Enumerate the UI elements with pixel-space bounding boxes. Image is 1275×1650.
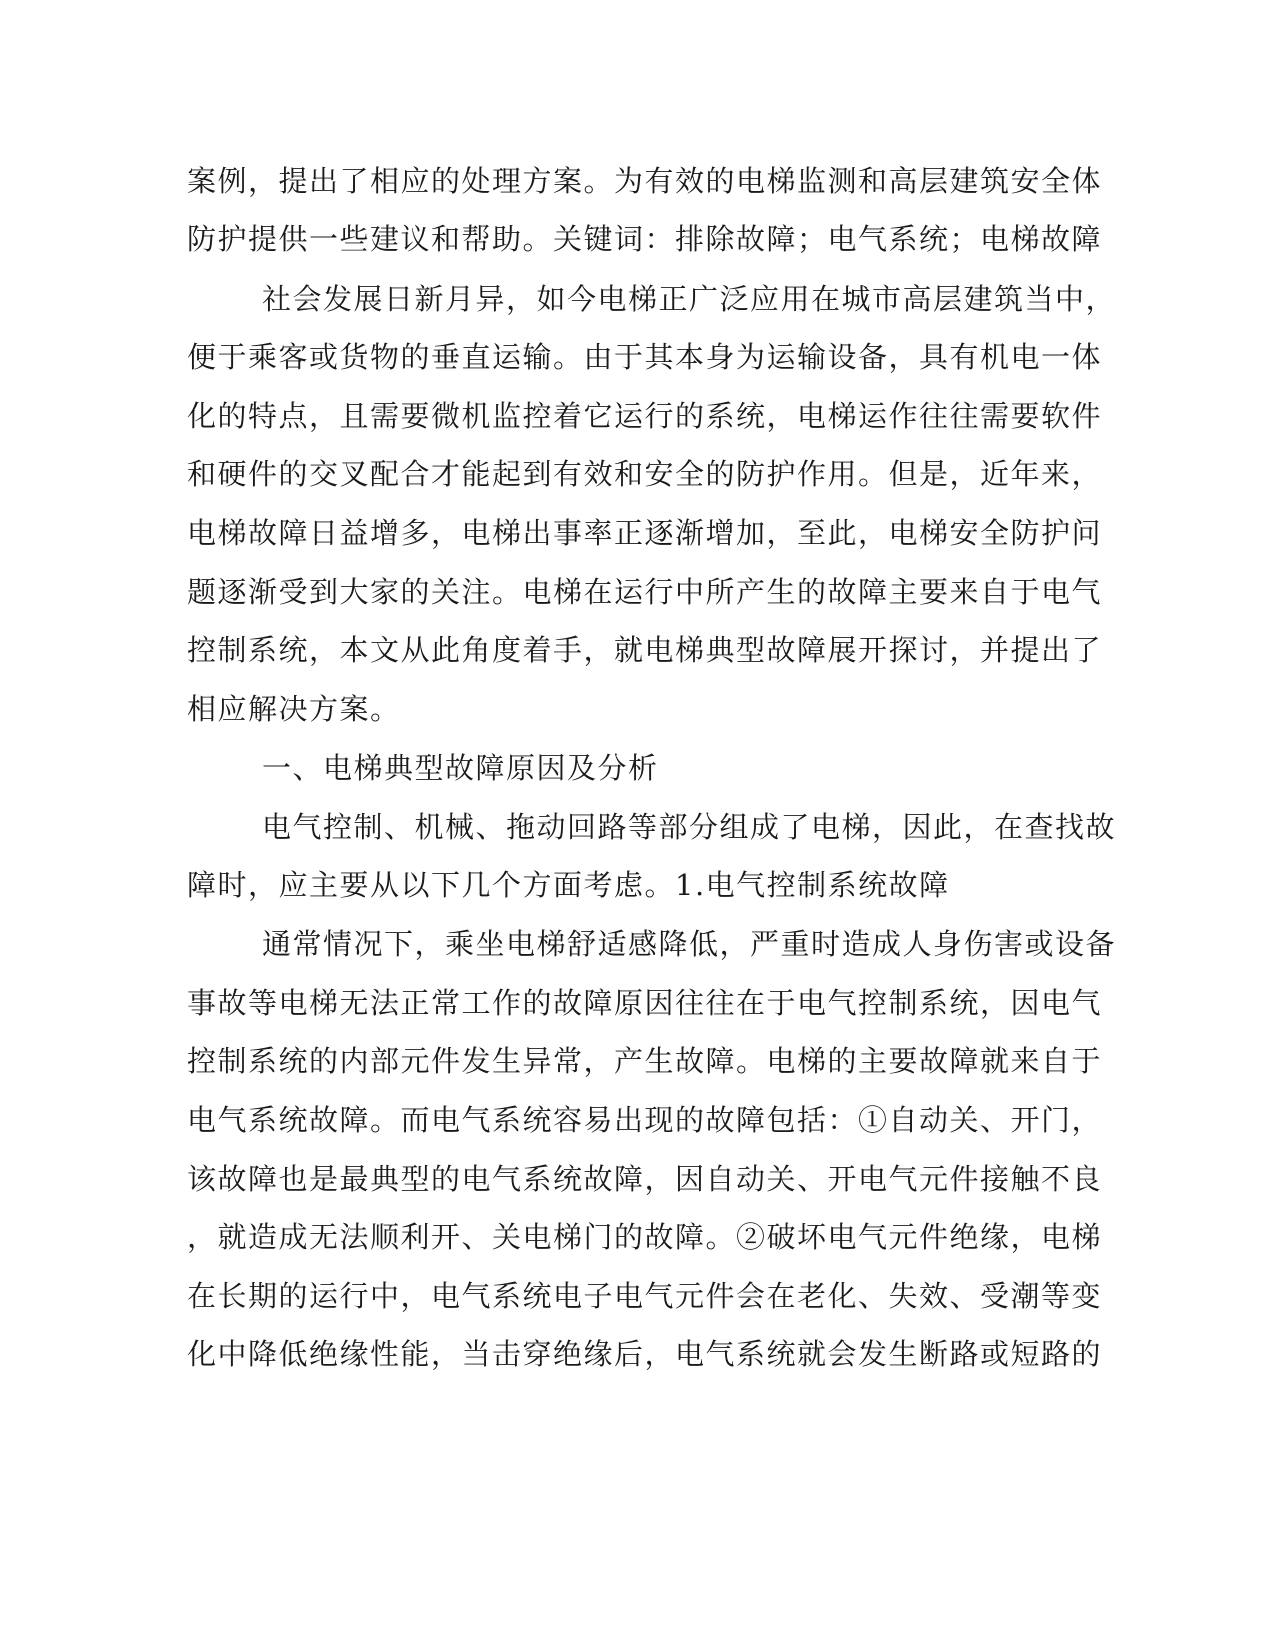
paragraph-start-line: 电气控制、机械、拖动回路等部分组成了电梯，因此，在查找故: [262, 810, 1117, 844]
text-line: 电梯故障日益增多，电梯出事率正逐渐增加，至此，电梯安全防护问: [187, 516, 1103, 550]
text-line: 事故等电梯无法正常工作的故障原因往往在于电气控制系统，因电气: [187, 986, 1103, 1020]
paragraph-start-line: 通常情况下，乘坐电梯舒适感降低，严重时造成人身伤害或设备: [262, 927, 1117, 961]
text-line: 电气系统故障。而电气系统容易出现的故障包括：①自动关、开门，: [187, 1103, 1103, 1137]
text-line: 化的特点，且需要微机监控着它运行的系统，电梯运作往往需要软件: [187, 399, 1103, 433]
text-line: 题逐渐受到大家的关注。电梯在运行中所产生的故障主要来自于电气: [187, 575, 1103, 609]
text-line: 化中降低绝缘性能，当击穿绝缘后，电气系统就会发生断路或短路的: [187, 1337, 1103, 1371]
text-line: 便于乘客或货物的垂直运输。由于其本身为运输设备，具有机电一体: [187, 340, 1103, 374]
text-line: 和硬件的交叉配合才能起到有效和安全的防护作用。但是，近年来，: [187, 457, 1103, 491]
text-line: 该故障也是最典型的电气系统故障，因自动关、开电气元件接触不良: [187, 1162, 1103, 1196]
text-line: 案例，提出了相应的处理方案。为有效的电梯监测和高层建筑安全体: [187, 164, 1103, 198]
text-line: ，就造成无法顺利开、关电梯门的故障。②破坏电气元件绝缘，电梯: [187, 1220, 1103, 1254]
text-line: 在长期的运行中，电气系统电子电气元件会在老化、失效、受潮等变: [187, 1279, 1103, 1313]
text-line: 障时，应主要从以下几个方面考虑。1.电气控制系统故障: [187, 868, 950, 902]
paragraph-start-line: 社会发展日新月异，如今电梯正广泛应用在城市高层建筑当中，: [262, 282, 1117, 316]
text-line: 相应解决方案。: [187, 692, 401, 726]
section-heading: 一、电梯典型故障原因及分析: [262, 751, 659, 785]
text-line: 控制系统，本文从此角度着手，就电梯典型故障展开探讨，并提出了: [187, 633, 1103, 667]
text-line: 控制系统的内部元件发生异常，产生故障。电梯的主要故障就来自于: [187, 1044, 1103, 1078]
text-line: 防护提供一些建议和帮助。关键词：排除故障；电气系统；电梯故障: [187, 222, 1103, 256]
